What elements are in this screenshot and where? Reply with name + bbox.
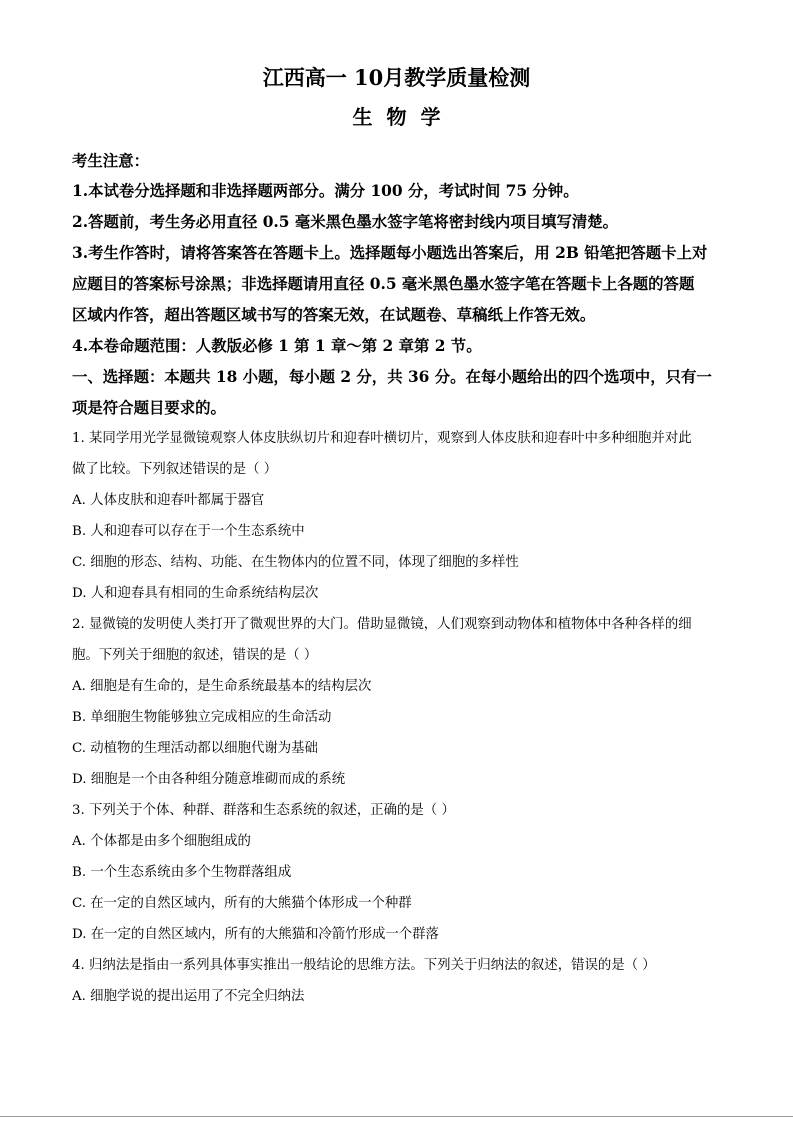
notice-item: 区域内作答，超出答题区域书写的答案无效，在试题卷、草稿纸上作答无效。 xyxy=(72,306,596,324)
question-2-stem: 胞。下列关于细胞的叙述，错误的是（ ） xyxy=(72,648,318,663)
question-1-option-d: D. 人和迎春具有相同的生命系统结构层次 xyxy=(72,586,319,601)
subject-title: 生物学 xyxy=(352,105,455,129)
notice-item: 1.本试卷分选择题和非选择题两部分。满分 100 分，考试时间 75 分钟。 xyxy=(72,182,579,200)
question-4-option-a: A. 细胞学说的提出运用了不完全归纳法 xyxy=(72,989,305,1004)
notice-item: 3.考生作答时，请将答案答在答题卡上。选择题每小题选出答案后，用 2B 铅笔把答题卡上对 xyxy=(72,244,708,262)
question-2-stem: 2. 显微镜的发明使人类打开了微观世界的大门。借助显微镜，人们观察到动物体和植物体中各种各样的细 xyxy=(72,617,692,632)
section-heading: 项是符合题目要求的。 xyxy=(72,399,226,417)
question-3-option-b: B. 一个生态系统由多个生物群落组成 xyxy=(72,865,292,880)
question-4-stem: 4. 归纳法是指由一系列具体事实推出一般结论的思维方法。下列关于归纳法的叙述，错误的是（ ） xyxy=(72,958,656,973)
exam-title: 江西高一 10月教学质量检测 xyxy=(262,65,531,90)
question-2-option-c: C. 动植物的生理活动都以细胞代谢为基础 xyxy=(72,741,318,756)
question-2-option-a: A. 细胞是有生命的，是生命系统最基本的结构层次 xyxy=(72,679,372,694)
question-1-stem: 做了比较。下列叙述错误的是（ ） xyxy=(72,462,278,477)
section-heading: 一、选择题：本题共 18 小题，每小题 2 分，共 36 分。在每小题给出的四个选项中，只有一 xyxy=(72,368,712,386)
notice-heading: 考生注意： xyxy=(72,152,149,170)
question-2-option-d: D. 细胞是一个由各种组分随意堆砌而成的系统 xyxy=(72,772,346,787)
question-3-option-a: A. 个体都是由多个细胞组成的 xyxy=(72,834,251,849)
notice-item: 应题目的答案标号涂黑；非选择题请用直径 0.5 毫米黑色墨水签字笔在答题卡上各题的答题 xyxy=(72,275,695,293)
notice-item: 2.答题前，考生务必用直径 0.5 毫米黑色墨水签字笔将密封线内项目填写清楚。 xyxy=(72,213,619,231)
question-3-stem: 3. 下列关于个体、种群、群落和生态系统的叙述，正确的是（ ） xyxy=(72,803,455,818)
question-1-option-a: A. 人体皮肤和迎春叶都属于器官 xyxy=(72,493,265,508)
question-1-stem: 1. 某同学用光学显微镜观察人体皮肤纵切片和迎春叶横切片，观察到人体皮肤和迎春叶中多种细胞并对此 xyxy=(72,431,692,446)
page-bottom-rule xyxy=(0,1116,793,1117)
question-2-option-b: B. 单细胞生物能够独立完成相应的生命活动 xyxy=(72,710,332,725)
question-3-option-c: C. 在一定的自然区域内，所有的大熊猫个体形成一个种群 xyxy=(72,896,412,911)
question-1-option-c: C. 细胞的形态、结构、功能、在生物体内的位置不同，体现了细胞的多样性 xyxy=(72,555,519,570)
question-1-option-b: B. 人和迎春可以存在于一个生态系统中 xyxy=(72,524,305,539)
question-3-option-d: D. 在一定的自然区域内，所有的大熊猫和冷箭竹形成一个群落 xyxy=(72,927,439,942)
notice-item: 4.本卷命题范围：人教版必修 1 第 1 章～第 2 章第 2 节。 xyxy=(72,337,482,355)
